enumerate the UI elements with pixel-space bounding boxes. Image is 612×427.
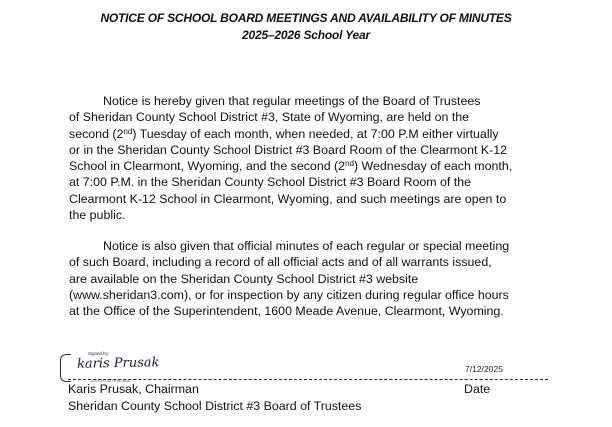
paragraph-line (69, 158, 549, 174)
paragraph-line: (www.sheridan3.com), or for inspection by any citizen during regular office hours (69, 287, 509, 302)
signature-line (68, 379, 548, 380)
ordinal-superscript: nd (345, 159, 354, 169)
notice-header (0, 10, 612, 44)
minutes-notice-paragraph (69, 238, 549, 319)
text-segment: second (2 (69, 126, 124, 141)
text-segment: ) Tuesday of each month, when needed, at 7:00 P.M either virtually (132, 126, 499, 141)
signed-by-label: Signed by: (88, 351, 110, 356)
ordinal-superscript: nd (123, 126, 133, 136)
signature-date: 7/12/2025 (465, 364, 503, 374)
notice-title: NOTICE OF SCHOOL BOARD MEETINGS AND AVAILABILITY OF MINUTES (100, 11, 512, 25)
text-segment: ) Wednesday of each month, (353, 159, 513, 174)
signer-name-title: Karis Prusak, Chairman (68, 382, 199, 396)
paragraph-line: at the Office of the Superintendent, 1600 Meade Avenue, Clearmont, Wyoming. (69, 304, 504, 319)
paragraph-line: at 7:00 P.M. in the Sheridan County School District #3 Board Room of the (69, 175, 471, 190)
date-label: Date (464, 382, 491, 396)
paragraph-line: are available on the Sheridan County School District #3 website (69, 271, 419, 286)
paragraph-line: Notice is also given that official minutes of each regular or special meeting (103, 239, 510, 253)
organization-name: Sheridan County School District #3 Board of Trustees (68, 399, 362, 413)
paragraph-line: Notice is hereby given that regular meetings of the Board of Trustees (103, 94, 481, 108)
signature-frame (60, 354, 71, 382)
paragraph-line (69, 126, 549, 142)
signature-id: 1A9F2C4B7E8D46A (90, 378, 130, 383)
paragraph-line: Clearmont K-12 School in Clearmont, Wyoming, and such meetings are open to (69, 191, 507, 206)
paragraph-line: or in the Sheridan County School District #3 Board Room of the Clearmont K-12 (69, 142, 508, 157)
paragraph-line: of Sheridan County School District #3, State of Wyoming, are held on the (69, 110, 470, 125)
signature-block (60, 350, 550, 420)
school-year: 2025–2026 School Year (242, 28, 370, 42)
paragraph-line: the public. (69, 208, 126, 223)
paragraph-line: of such Board, including a record of all official acts and of all warrants issued, (69, 255, 492, 270)
handwritten-signature: karis Prusak (76, 355, 160, 372)
meetings-notice-paragraph (69, 93, 549, 223)
text-segment: School in Clearmont, Wyoming, and the second (2 (69, 159, 346, 174)
